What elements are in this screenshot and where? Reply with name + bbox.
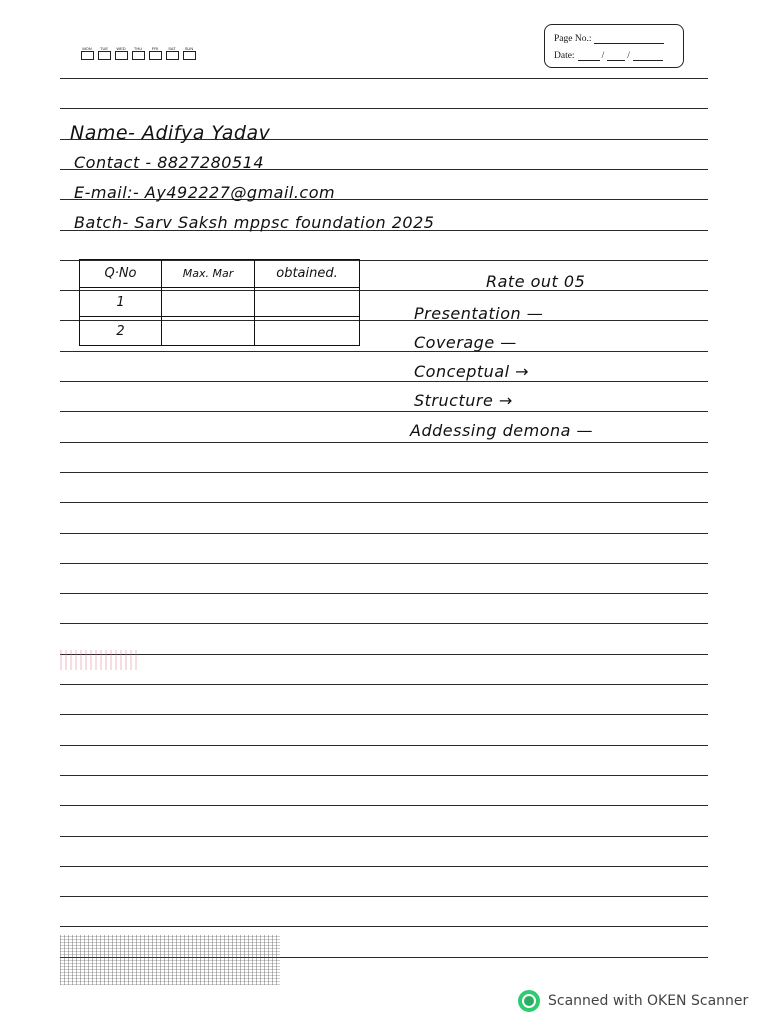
day-wed bbox=[114, 46, 128, 60]
page-no-row bbox=[554, 34, 664, 44]
day-label: THU bbox=[133, 46, 143, 51]
ruled-line bbox=[60, 502, 708, 503]
ruled-line bbox=[60, 563, 708, 564]
day-label: FRI bbox=[151, 46, 159, 51]
student-contact: Contact - 8827280514 bbox=[74, 153, 264, 172]
day-label: TUE bbox=[100, 46, 108, 51]
marks-table bbox=[79, 259, 360, 346]
day-label: SAT bbox=[168, 46, 176, 51]
day-label: WED bbox=[116, 46, 126, 51]
day-checkbox bbox=[183, 51, 196, 60]
cell-max-marks bbox=[162, 288, 255, 317]
cell-obtained bbox=[255, 317, 360, 346]
ruled-line bbox=[60, 775, 708, 776]
scanner-logo-icon bbox=[518, 990, 540, 1012]
weekday-boxes bbox=[80, 46, 196, 60]
header-qno: Q·No bbox=[80, 260, 162, 288]
rating-coverage: Coverage — bbox=[414, 333, 517, 352]
ruled-line bbox=[60, 684, 708, 685]
page-no-label: Page No.: bbox=[554, 34, 592, 44]
rating-presentation: Presentation — bbox=[414, 304, 544, 323]
ruled-line bbox=[60, 805, 708, 806]
day-thu bbox=[131, 46, 145, 60]
ruled-line bbox=[60, 381, 708, 382]
date-year-blank bbox=[633, 51, 663, 61]
ruled-line bbox=[60, 896, 708, 897]
ruled-line bbox=[60, 836, 708, 837]
page-date-box bbox=[544, 24, 684, 68]
date-day-blank bbox=[578, 51, 600, 61]
day-sun bbox=[182, 46, 196, 60]
day-sat bbox=[165, 46, 179, 60]
ruled-line bbox=[60, 623, 708, 624]
scanner-text: Scanned with OKEN Scanner bbox=[548, 993, 749, 1009]
ruled-line bbox=[60, 654, 708, 655]
cell-qno: 2 bbox=[80, 317, 162, 346]
rating-structure: Structure → bbox=[414, 391, 513, 410]
ruled-line bbox=[60, 442, 708, 443]
day-checkbox bbox=[132, 51, 145, 60]
date-separator: / bbox=[627, 51, 630, 61]
date-month-blank bbox=[607, 51, 625, 61]
ruled-line bbox=[60, 533, 708, 534]
date-row bbox=[554, 51, 663, 61]
day-checkbox bbox=[81, 51, 94, 60]
ruled-line bbox=[60, 714, 708, 715]
student-name: Name- Adifya Yadav bbox=[70, 122, 271, 144]
ruled-line bbox=[60, 593, 708, 594]
header-obtained: obtained. bbox=[255, 260, 360, 288]
student-email: E-mail:- Ay492227@gmail.com bbox=[74, 183, 336, 202]
day-tue bbox=[97, 46, 111, 60]
ruled-line bbox=[60, 866, 708, 867]
day-checkbox bbox=[149, 51, 162, 60]
table-row bbox=[80, 317, 360, 346]
ruled-line bbox=[60, 411, 708, 412]
scan-noise bbox=[60, 935, 280, 985]
day-label: SUN bbox=[184, 46, 194, 51]
rating-conceptual: Conceptual → bbox=[414, 362, 530, 381]
cell-obtained bbox=[255, 288, 360, 317]
day-label: MON bbox=[82, 46, 92, 51]
ruled-line bbox=[60, 472, 708, 473]
ruled-line bbox=[60, 78, 708, 79]
rating-addressing-demand: Addessing demona — bbox=[410, 421, 594, 440]
cell-max-marks bbox=[162, 317, 255, 346]
table-header-row bbox=[80, 260, 360, 288]
day-checkbox bbox=[115, 51, 128, 60]
day-mon bbox=[80, 46, 94, 60]
scanner-watermark bbox=[518, 990, 748, 1012]
day-checkbox bbox=[98, 51, 111, 60]
rating-title: Rate out 05 bbox=[486, 272, 586, 291]
page-no-blank bbox=[594, 34, 664, 44]
date-separator: / bbox=[601, 51, 605, 61]
ruled-line bbox=[60, 926, 708, 927]
table-row bbox=[80, 288, 360, 317]
student-batch: Batch- Sarv Saksh mppsc foundation 2025 bbox=[74, 213, 435, 232]
date-label: Date: bbox=[554, 51, 575, 61]
ruled-line bbox=[60, 351, 708, 352]
ruled-line bbox=[60, 108, 708, 109]
day-checkbox bbox=[166, 51, 179, 60]
day-fri bbox=[148, 46, 162, 60]
cell-qno: 1 bbox=[80, 288, 162, 317]
ruled-line bbox=[60, 745, 708, 746]
scan-noise bbox=[60, 650, 140, 670]
header-max-marks: Max. Mar bbox=[162, 260, 255, 288]
